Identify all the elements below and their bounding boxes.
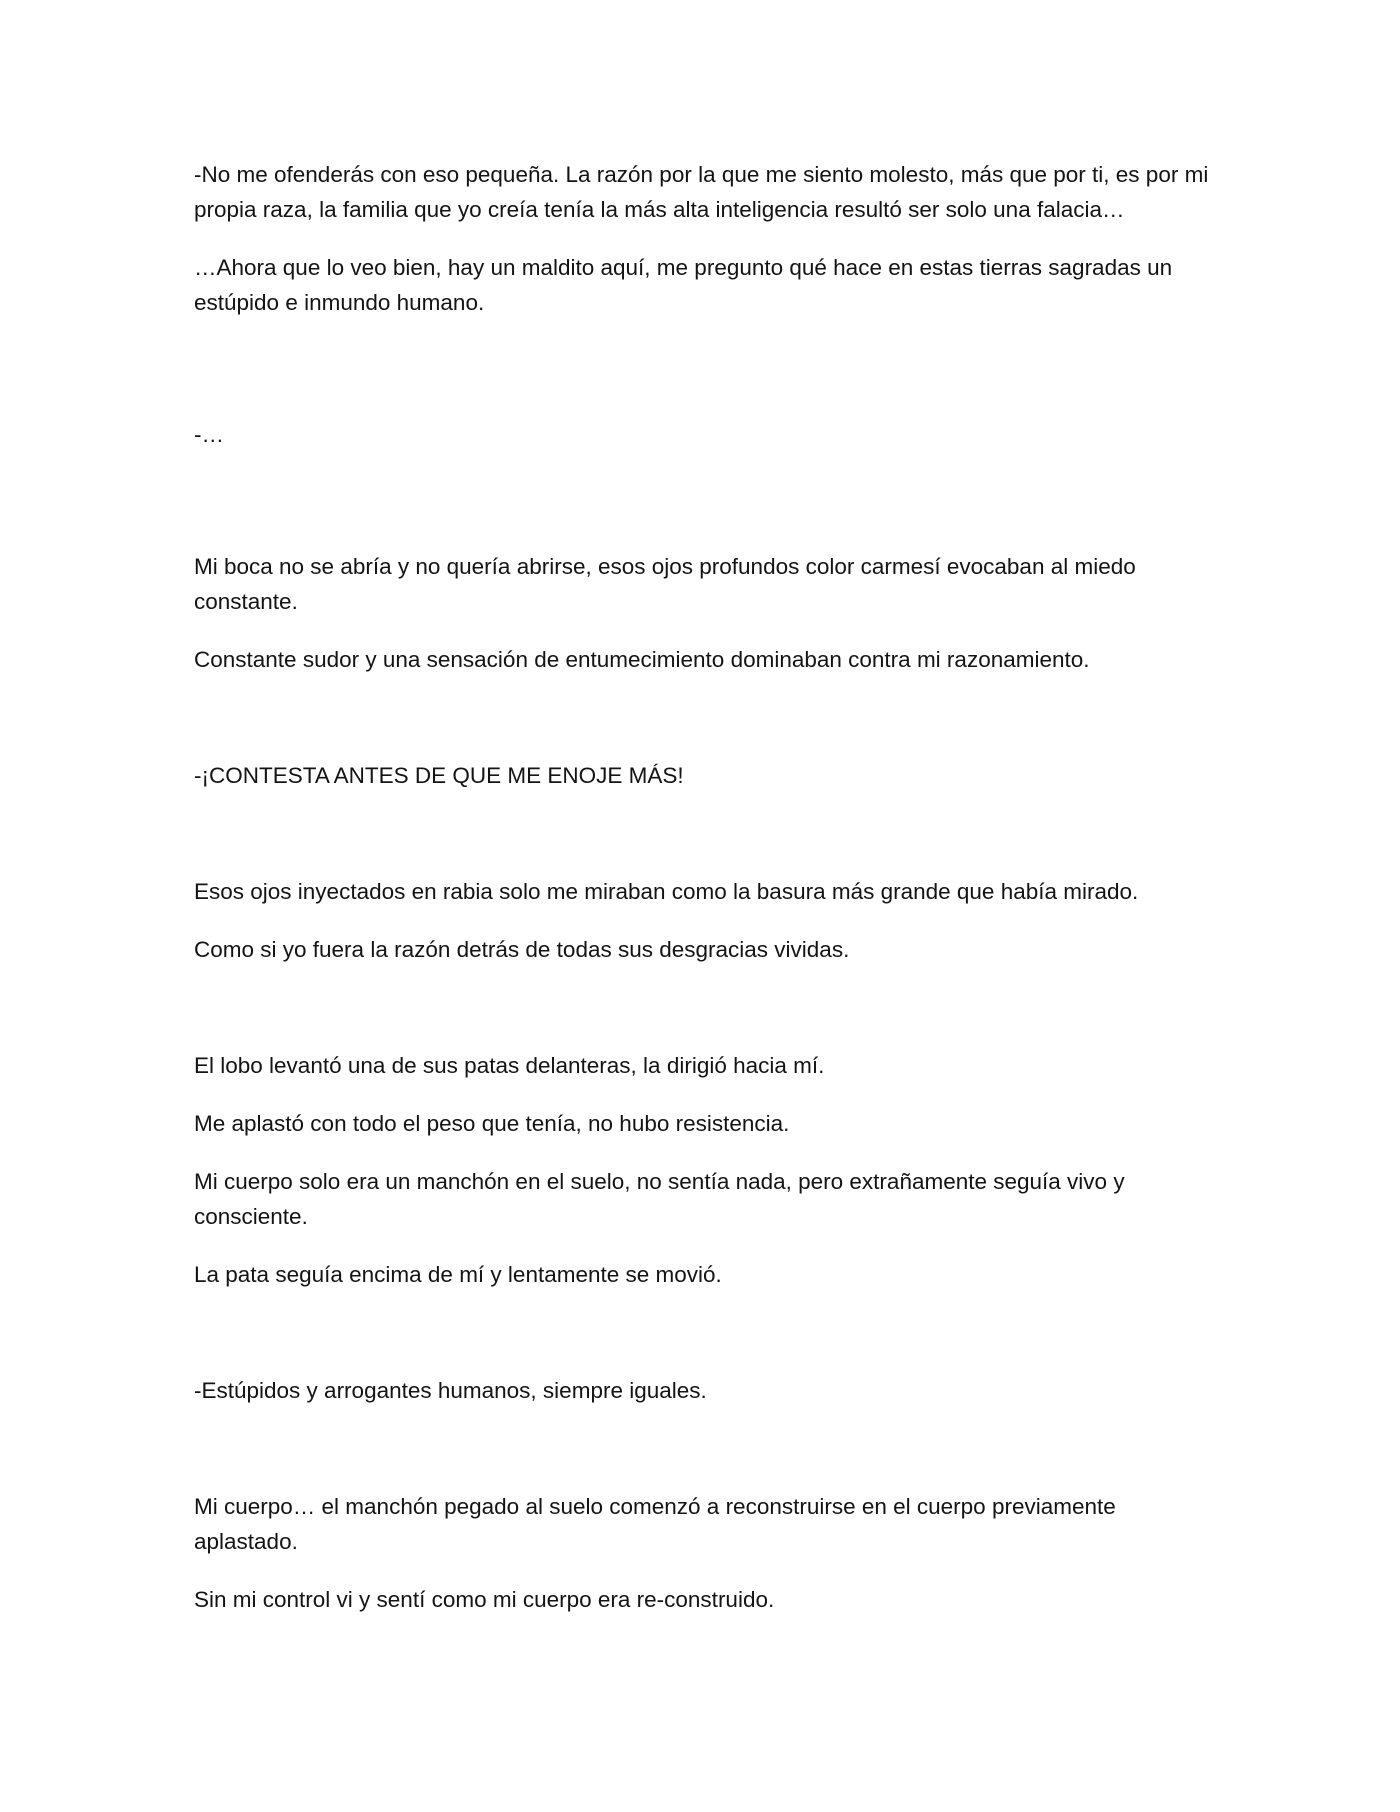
- paragraph-1: -No me ofenderás con eso pequeña. La razón por la que me siento molesto, más que por ti, es por mi propia raza, la familia que yo creía tenía la más alta inteligencia resultó ser solo una falacia…: [194, 162, 1209, 222]
- document-body: [194, 157, 1214, 1640]
- paragraph-15: Sin mi control vi y sentí como mi cuerpo era re-construido.: [194, 1587, 775, 1612]
- paragraph-3: -…: [194, 422, 224, 447]
- paragraph-11: Mi cuerpo solo era un manchón en el suelo, no sentía nada, pero extrañamente seguía vivo y consciente.: [194, 1169, 1125, 1229]
- paragraph-7: Esos ojos inyectados en rabia solo me miraban como la basura más grande que había mirado.: [194, 879, 1139, 904]
- paragraph-12: La pata seguía encima de mí y lentamente se movió.: [194, 1262, 722, 1287]
- paragraph-5: Constante sudor y una sensación de entumecimiento dominaban contra mi razonamiento.: [194, 647, 1090, 672]
- paragraph-2: …Ahora que lo veo bien, hay un maldito aquí, me pregunto qué hace en estas tierras sagradas un estúpido e inmundo humano.: [194, 255, 1173, 315]
- paragraph-13: -Estúpidos y arrogantes humanos, siempre iguales.: [194, 1378, 707, 1403]
- paragraph-6: -¡CONTESTA ANTES DE QUE ME ENOJE MÁS!: [194, 763, 684, 788]
- paragraph-9: El lobo levantó una de sus patas delanteras, la dirigió hacia mí.: [194, 1053, 825, 1078]
- paragraph-14: Mi cuerpo… el manchón pegado al suelo comenzó a reconstruirse en el cuerpo previamente aplastado.: [194, 1494, 1116, 1554]
- paragraph-10: Me aplastó con todo el peso que tenía, no hubo resistencia.: [194, 1111, 790, 1136]
- paragraph-8: Como si yo fuera la razón detrás de todas sus desgracias vividas.: [194, 937, 850, 962]
- paragraph-4: Mi boca no se abría y no quería abrirse, esos ojos profundos color carmesí evocaban al miedo constante.: [194, 554, 1136, 614]
